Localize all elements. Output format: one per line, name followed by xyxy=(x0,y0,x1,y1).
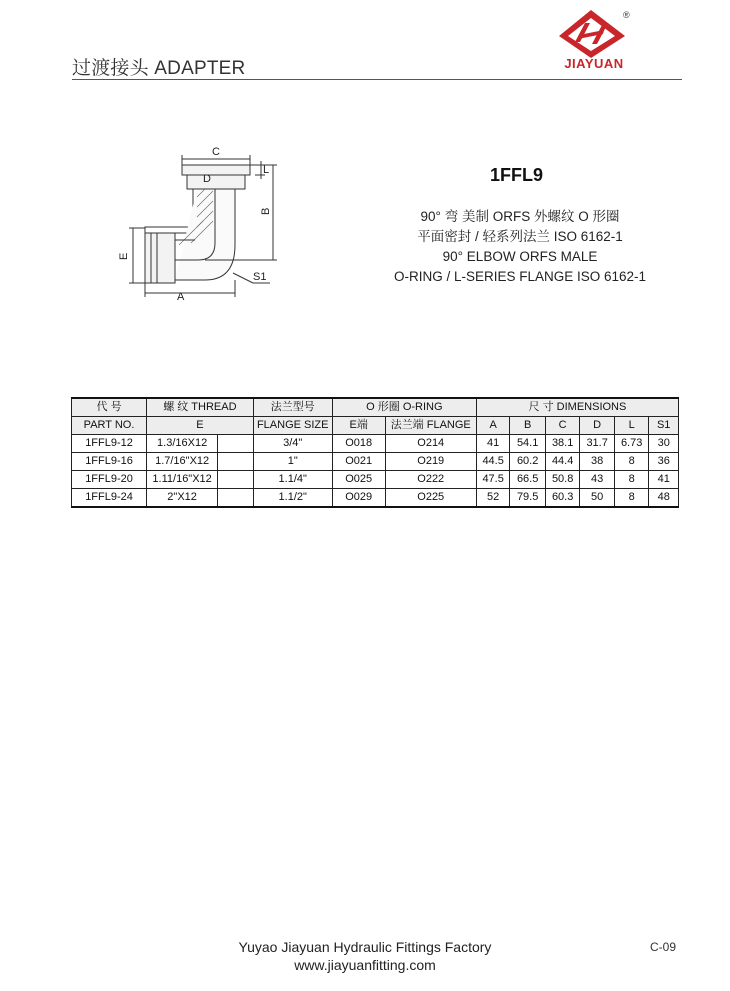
cell-c: 50.8 xyxy=(545,471,580,489)
elbow-drawing xyxy=(105,145,295,305)
footer-website[interactable]: www.jiayuanfitting.com xyxy=(294,957,436,973)
cell-flange-oring: O214 xyxy=(385,435,476,453)
col-header-b: B xyxy=(510,417,546,435)
table-row xyxy=(72,489,679,508)
cell-empty xyxy=(218,453,254,471)
footer-company: Yuyao Jiayuan Hydraulic Fittings Factory xyxy=(238,939,492,955)
cell-a: 41 xyxy=(476,435,509,453)
col-header-e-end: E端 xyxy=(332,417,385,435)
dim-label-s1: S1 xyxy=(253,271,267,283)
dim-label-c: C xyxy=(212,146,220,158)
dim-label-b: B xyxy=(260,207,272,215)
col-header-flange-end: 法兰端 FLANGE xyxy=(385,417,476,435)
cell-a: 44.5 xyxy=(476,453,509,471)
cell-s1: 30 xyxy=(649,435,679,453)
dim-label-e: E xyxy=(118,252,130,260)
cell-c: 60.3 xyxy=(545,489,580,508)
cell-s1: 36 xyxy=(649,453,679,471)
cell-d: 38 xyxy=(580,453,615,471)
col-header-oring: O 形圈 O-RING xyxy=(332,398,476,417)
table-row xyxy=(72,453,679,471)
cell-d: 31.7 xyxy=(580,435,615,453)
page-title: 过渡接头 ADAPTER xyxy=(72,58,246,79)
cell-flange-oring: O219 xyxy=(385,453,476,471)
col-header-flange-type: 法兰型号 xyxy=(253,398,332,417)
col-header-code: 代 号 xyxy=(72,398,147,417)
dim-label-d: D xyxy=(203,173,211,185)
cell-part-no: 1FFL9-24 xyxy=(72,489,147,508)
cell-d: 43 xyxy=(580,471,615,489)
cell-thread: 1.3/16X12 xyxy=(147,435,218,453)
dim-label-l: L xyxy=(263,164,270,176)
cell-b: 79.5 xyxy=(510,489,546,508)
cell-part-no: 1FFL9-16 xyxy=(72,453,147,471)
cell-l: 8 xyxy=(614,453,649,471)
cell-flange-size: 1" xyxy=(253,453,332,471)
cell-b: 54.1 xyxy=(510,435,546,453)
col-header-dimensions: 尺 寸 DIMENSIONS xyxy=(476,398,678,417)
product-model: 1FFL9 xyxy=(490,165,544,185)
cell-e-oring: O029 xyxy=(332,489,385,508)
cell-flange-size: 1.1/2" xyxy=(253,489,332,508)
cell-d: 50 xyxy=(580,489,615,508)
dim-label-a: A xyxy=(177,291,185,303)
brand-name: JIAYUAN xyxy=(564,56,624,71)
cell-b: 66.5 xyxy=(510,471,546,489)
cell-l: 8 xyxy=(614,489,649,508)
cell-thread: 1.7/16"X12 xyxy=(147,453,218,471)
table-row xyxy=(72,471,679,489)
col-header-l: L xyxy=(614,417,649,435)
cell-s1: 48 xyxy=(649,489,679,508)
cell-c: 44.4 xyxy=(545,453,580,471)
col-header-flange-size: FLANGE SIZE xyxy=(253,417,332,435)
cell-l: 8 xyxy=(614,471,649,489)
cell-flange-size: 1.1/4" xyxy=(253,471,332,489)
table-subheader-row xyxy=(72,417,679,435)
col-header-thread: 螺 纹 THREAD xyxy=(147,398,254,417)
col-header-a: A xyxy=(476,417,509,435)
table-row xyxy=(72,435,679,453)
cell-part-no: 1FFL9-12 xyxy=(72,435,147,453)
header-divider xyxy=(72,79,682,80)
col-header-part-no: PART NO. xyxy=(72,417,147,435)
spec-table xyxy=(71,397,679,508)
description-line: 平面密封 / 轻系列法兰 ISO 6162-1 xyxy=(417,229,623,244)
cell-flange-size: 3/4" xyxy=(253,435,332,453)
cell-a: 47.5 xyxy=(476,471,509,489)
cell-empty xyxy=(218,471,254,489)
table-header-row xyxy=(72,398,679,417)
cell-e-oring: O018 xyxy=(332,435,385,453)
description-line: 90° 弯 美制 ORFS 外螺纹 O 形圈 xyxy=(420,209,620,224)
cell-s1: 41 xyxy=(649,471,679,489)
cell-flange-oring: O225 xyxy=(385,489,476,508)
col-header-c: C xyxy=(545,417,580,435)
col-header-e: E xyxy=(147,417,254,435)
cell-empty xyxy=(218,489,254,508)
cell-flange-oring: O222 xyxy=(385,471,476,489)
description-line: O-RING / L-SERIES FLANGE ISO 6162-1 xyxy=(393,269,647,284)
col-header-s1: S1 xyxy=(649,417,679,435)
cell-e-oring: O025 xyxy=(332,471,385,489)
cell-empty xyxy=(218,435,254,453)
description-line: 90° ELBOW ORFS MALE xyxy=(442,249,598,264)
registered-mark: ® xyxy=(623,10,630,20)
cell-a: 52 xyxy=(476,489,509,508)
cell-part-no: 1FFL9-20 xyxy=(72,471,147,489)
col-header-d: D xyxy=(580,417,615,435)
cell-e-oring: O021 xyxy=(332,453,385,471)
cell-b: 60.2 xyxy=(510,453,546,471)
page-number: C-09 xyxy=(650,940,677,954)
cell-l: 6.73 xyxy=(614,435,649,453)
cell-c: 38.1 xyxy=(545,435,580,453)
cell-thread: 2"X12 xyxy=(147,489,218,508)
product-description xyxy=(375,207,665,287)
cell-thread: 1.11/16"X12 xyxy=(147,471,218,489)
